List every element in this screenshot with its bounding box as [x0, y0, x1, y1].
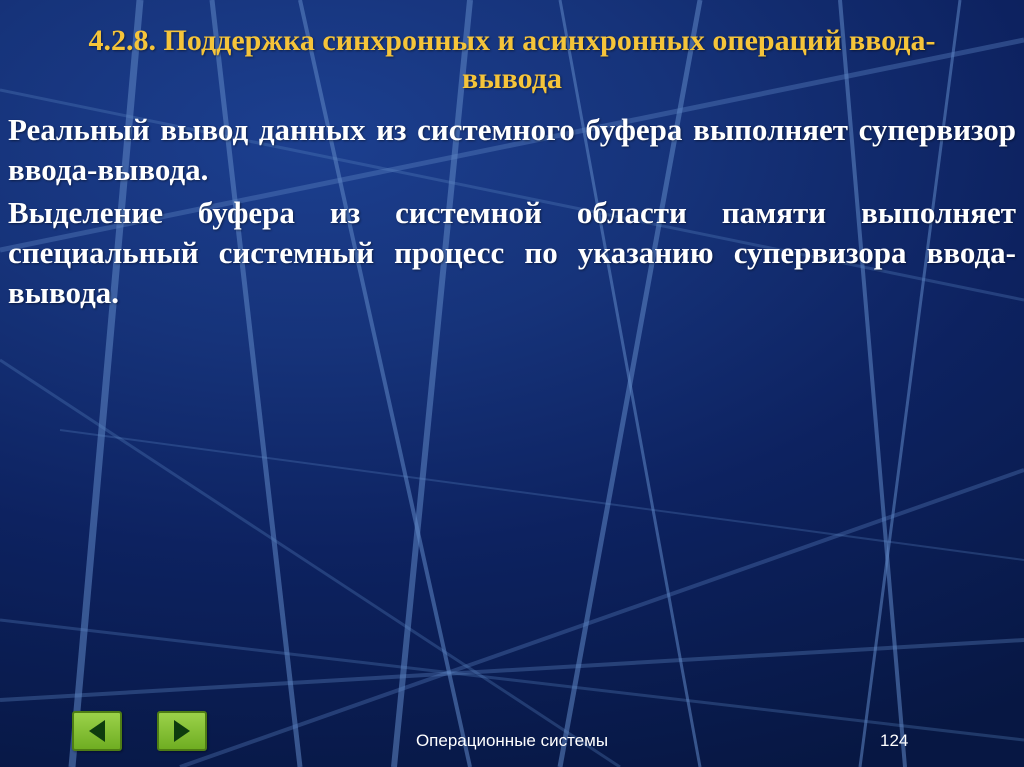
footer-course-title: Операционные системы — [415, 731, 609, 750]
footer-page-number: 124 — [880, 731, 909, 750]
paragraph-1: Реальный вывод данных из системного буфера выполняет супервизор ввода-вывода. — [8, 112, 1016, 188]
page-title: 4.2.8. Поддержка синхронных и асинхронных операций ввода-вывода — [88, 24, 936, 96]
paragraph-2: Выделение буфера из системной области памяти выполняет специальный системный процесс по указанию супервизора ввода-вывода. — [8, 194, 1016, 311]
body-text — [8, 110, 1016, 313]
